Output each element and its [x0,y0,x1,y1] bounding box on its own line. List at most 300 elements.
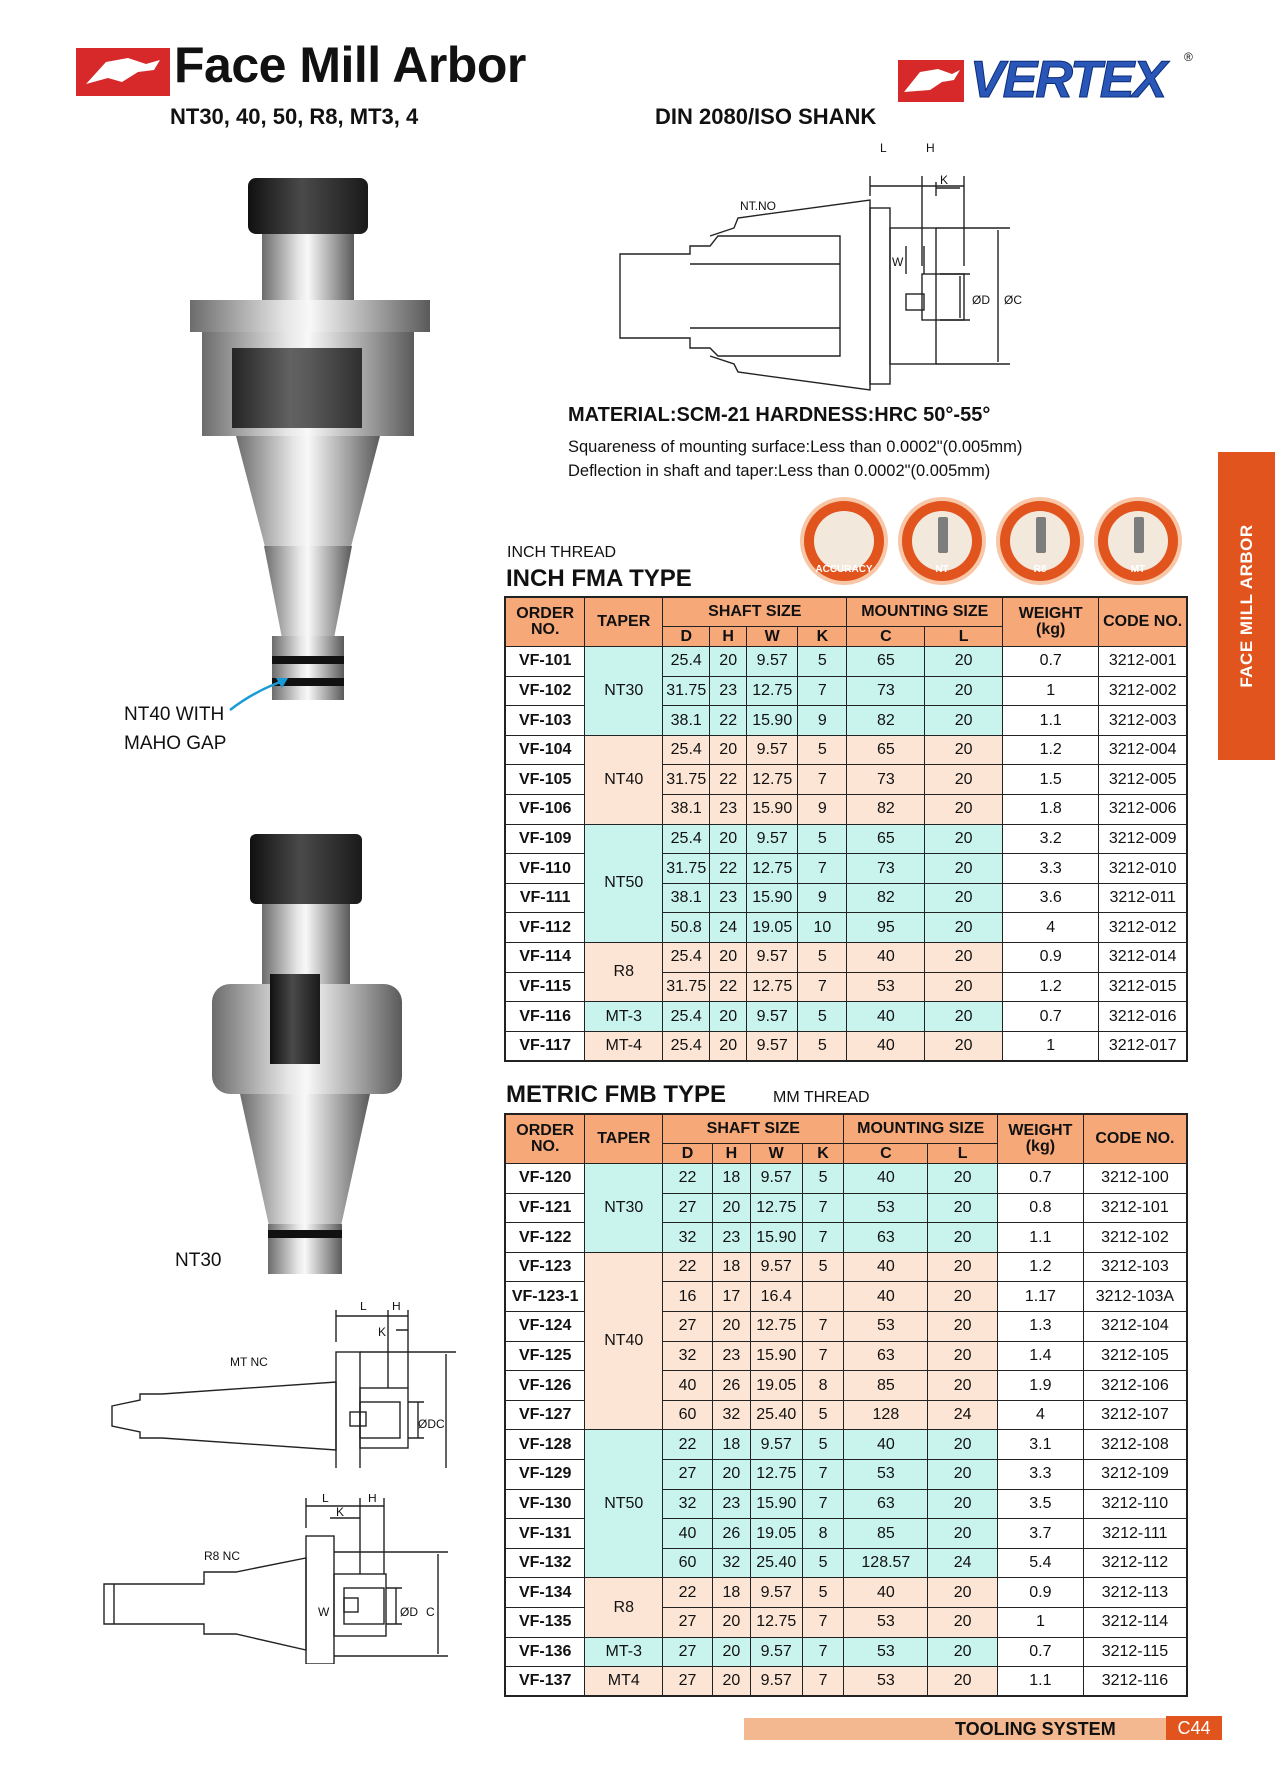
code-no-cell: 3212-009 [1099,824,1187,854]
svg-text:K: K [378,1325,387,1339]
weight-cell: 0.8 [997,1193,1083,1223]
shaft-size-cell: 38.1 [663,706,710,736]
shaft-size-cell: 40 [663,1519,713,1549]
shaft-size-cell: 7 [802,1460,844,1490]
page-number: C44 [1166,1716,1222,1740]
mounting-size-cell: 20 [928,1608,998,1638]
col-c: C [844,1144,928,1164]
shaft-size-cell: 38.1 [663,795,710,825]
shaft-size-cell: 15.90 [747,706,798,736]
order-no-cell: VF-124 [505,1312,585,1342]
col-k: K [798,627,847,647]
svg-text:ØD: ØD [400,1605,418,1619]
weight-cell: 1.3 [997,1312,1083,1342]
code-no-cell: 3212-015 [1099,972,1187,1002]
material-spec: MATERIAL:SCM-21 HARDNESS:HRC 50°-55° [568,404,991,426]
shaft-size-cell: 19.05 [750,1371,802,1401]
mt-badge-icon: MT [1094,497,1182,585]
mounting-size-cell: 40 [844,1282,928,1312]
order-no-cell: VF-117 [505,1031,585,1061]
weight-cell: 0.9 [997,1578,1083,1608]
mounting-size-cell: 20 [928,1341,998,1371]
mounting-size-cell: 82 [847,795,925,825]
col-shaft-size: SHAFT SIZE [663,1114,844,1144]
svg-text:NT.NO: NT.NO [740,199,776,213]
shaft-size-cell: 7 [802,1489,844,1519]
mounting-size-cell: 53 [844,1193,928,1223]
shaft-size-cell: 12.75 [750,1193,802,1223]
weight-cell: 4 [1003,913,1099,943]
inch-section-heading: INCH FMA TYPE [506,565,692,592]
shaft-size-cell: 7 [802,1312,844,1342]
mounting-size-cell: 20 [925,972,1003,1002]
shaft-size-cell: 5 [802,1400,844,1430]
shaft-size-cell: 20 [712,1312,750,1342]
shaft-size-cell: 25.4 [663,1002,710,1032]
code-no-cell: 3212-113 [1083,1578,1187,1608]
mounting-size-cell: 20 [928,1430,998,1460]
col-code-no: CODE NO. [1083,1114,1187,1164]
table-row [505,1578,1187,1608]
shaft-size-cell: 16 [663,1282,713,1312]
shaft-size-cell: 50.8 [663,913,710,943]
accuracy-badge-icon: ACCURACY [800,497,888,585]
order-no-cell: VF-126 [505,1371,585,1401]
shaft-size-cell: 8 [802,1371,844,1401]
shaft-size-cell: 60 [663,1400,713,1430]
order-no-cell: VF-132 [505,1548,585,1578]
shaft-size-cell: 22 [710,765,747,795]
taper-cell: R8 [585,943,663,1002]
svg-text:ØD: ØD [972,293,990,307]
code-no-cell: 3212-105 [1083,1341,1187,1371]
shaft-size-cell: 27 [663,1193,713,1223]
order-no-cell: VF-137 [505,1667,585,1697]
code-no-cell: 3212-103A [1083,1282,1187,1312]
shaft-size-cell: 20 [712,1460,750,1490]
mounting-size-cell: 82 [847,706,925,736]
shaft-size-cell: 20 [712,1667,750,1697]
shaft-size-cell: 7 [802,1637,844,1667]
svg-text:C: C [436,1417,445,1431]
col-taper: TAPER [585,597,663,647]
mounting-size-cell: 63 [844,1489,928,1519]
mounting-size-cell: 128.57 [844,1548,928,1578]
code-no-cell: 3212-115 [1083,1637,1187,1667]
shaft-size-cell: 9.57 [750,1637,802,1667]
weight-cell: 5.4 [997,1548,1083,1578]
nt30-caption: NT30 [175,1250,222,1271]
mounting-size-cell: 20 [925,676,1003,706]
mounting-size-cell: 20 [925,1002,1003,1032]
shaft-size-cell: 22 [663,1430,713,1460]
shaft-size-cell: 22 [663,1578,713,1608]
shaft-size-cell: 26 [712,1519,750,1549]
shaft-size-cell: 7 [802,1341,844,1371]
svg-text:ØC: ØC [1004,293,1022,307]
col-c: C [847,627,925,647]
mounting-size-cell: 128 [844,1400,928,1430]
metric-table-body [505,1164,1187,1697]
shaft-size-cell: 22 [710,972,747,1002]
table-row [505,1002,1187,1032]
order-no-cell: VF-128 [505,1430,585,1460]
mounting-size-cell: 20 [928,1637,998,1667]
shaft-size-cell: 9.57 [750,1252,802,1282]
col-k: K [802,1144,844,1164]
mounting-size-cell: 20 [928,1489,998,1519]
code-no-cell: 3212-102 [1083,1223,1187,1253]
col-mounting-size: MOUNTING SIZE [847,597,1003,627]
mounting-size-cell: 40 [844,1252,928,1282]
col-d: D [663,627,710,647]
weight-cell: 3.5 [997,1489,1083,1519]
svg-text:C: C [426,1605,435,1619]
mounting-size-cell: 20 [928,1223,998,1253]
shaft-size-cell: 27 [663,1637,713,1667]
inch-table-body [505,647,1187,1061]
mounting-size-cell: 65 [847,647,925,677]
shaft-size-cell: 15.90 [750,1341,802,1371]
shaft-size-cell: 20 [710,735,747,765]
code-no-cell: 3212-103 [1083,1252,1187,1282]
shaft-size-cell: 27 [663,1667,713,1697]
weight-cell: 3.3 [1003,854,1099,884]
col-mounting-size: MOUNTING SIZE [844,1114,998,1144]
mounting-size-cell: 20 [928,1193,998,1223]
mounting-size-cell: 40 [844,1578,928,1608]
code-no-cell: 3212-114 [1083,1608,1187,1638]
svg-text:L: L [322,1494,329,1505]
shaft-size-cell: 5 [802,1252,844,1282]
code-no-cell: 3212-112 [1083,1548,1187,1578]
shaft-size-cell: 12.75 [750,1460,802,1490]
shaft-size-cell: 20 [710,943,747,973]
col-weight: WEIGHT (kg) [997,1114,1083,1164]
brand-eagle-icon [898,60,964,102]
weight-cell: 1.2 [1003,735,1099,765]
shaft-size-cell: 23 [712,1341,750,1371]
order-no-cell: VF-123-1 [505,1282,585,1312]
shaft-size-cell: 10 [798,913,847,943]
weight-cell: 0.7 [1003,647,1099,677]
shaft-size-cell: 18 [712,1430,750,1460]
shaft-size-cell: 20 [710,647,747,677]
taper-cell: NT40 [585,735,663,824]
footer-label: TOOLING SYSTEM [955,1719,1116,1739]
code-no-cell: 3212-001 [1099,647,1187,677]
nt40-caption-line1: NT40 WITH [124,704,225,725]
weight-cell: 3.1 [997,1430,1083,1460]
side-tab-label: FACE MILL ARBOR [1236,524,1256,688]
squareness-note: Squareness of mounting surface:Less than 0.0002"(0.005mm) [568,438,1023,456]
mounting-size-cell: 40 [847,943,925,973]
col-shaft-size: SHAFT SIZE [663,597,847,627]
taper-cell: NT30 [585,1164,663,1253]
order-no-cell: VF-121 [505,1193,585,1223]
shaft-size-cell: 12.75 [747,854,798,884]
shaft-size-cell: 38.1 [663,883,710,913]
svg-text:L: L [360,1302,367,1313]
shaft-size-cell: 12.75 [750,1608,802,1638]
code-no-cell: 3212-111 [1083,1519,1187,1549]
shaft-size-cell: 5 [802,1548,844,1578]
page-subtitle: NT30, 40, 50, R8, MT3, 4 [170,104,419,129]
shaft-size-cell: 17 [712,1282,750,1312]
svg-text:H: H [926,141,935,155]
mounting-size-cell: 20 [925,824,1003,854]
shaft-size-cell: 5 [802,1430,844,1460]
mounting-size-cell: 20 [928,1460,998,1490]
shaft-size-cell: 25.40 [750,1400,802,1430]
mounting-size-cell: 20 [925,883,1003,913]
shaft-size-cell: 40 [663,1371,713,1401]
col-l: L [928,1144,998,1164]
mounting-size-cell: 20 [925,795,1003,825]
col-h: H [710,627,747,647]
order-no-cell: VF-122 [505,1223,585,1253]
mounting-size-cell: 20 [925,913,1003,943]
page-title: Face Mill Arbor [174,37,526,93]
code-no-cell: 3212-104 [1083,1312,1187,1342]
shaft-size-cell: 15.90 [750,1489,802,1519]
mounting-size-cell: 20 [928,1371,998,1401]
mounting-size-cell: 24 [928,1400,998,1430]
shaft-size-cell: 15.90 [750,1223,802,1253]
shaft-size-cell: 23 [710,883,747,913]
mounting-size-cell: 40 [847,1002,925,1032]
code-no-cell: 3212-108 [1083,1430,1187,1460]
weight-cell: 1.5 [1003,765,1099,795]
nt30-arbor-photo [210,834,410,1284]
svg-text:MT NC: MT NC [230,1355,268,1369]
taper-cell: MT-3 [585,1002,663,1032]
mounting-size-cell: 40 [844,1164,928,1194]
mounting-size-cell: 53 [844,1637,928,1667]
shaft-size-cell: 19.05 [750,1519,802,1549]
weight-cell: 1.17 [997,1282,1083,1312]
shaft-size-cell: 5 [802,1164,844,1194]
weight-cell: 1.2 [1003,972,1099,1002]
brand-logo: VERTEX [970,51,1166,109]
shaft-size-cell: 9 [798,795,847,825]
mounting-size-cell: 95 [847,913,925,943]
mounting-size-cell: 65 [847,735,925,765]
code-no-cell: 3212-106 [1083,1371,1187,1401]
shaft-size-cell: 26 [712,1371,750,1401]
shaft-size-cell: 20 [712,1637,750,1667]
shaft-size-cell: 22 [710,854,747,884]
shaft-size-cell: 18 [712,1578,750,1608]
svg-text:K: K [336,1505,345,1519]
shaft-size-cell: 9.57 [750,1430,802,1460]
code-no-cell: 3212-107 [1083,1400,1187,1430]
table-row [505,1031,1187,1061]
col-order-no: ORDER NO. [505,597,585,647]
mounting-size-cell: 20 [925,647,1003,677]
weight-cell: 3.2 [1003,824,1099,854]
code-no-cell: 3212-010 [1099,854,1187,884]
mounting-size-cell: 24 [928,1548,998,1578]
shaft-size-cell: 25.4 [663,647,710,677]
shaft-size-cell: 9.57 [747,1031,798,1061]
weight-cell: 1.1 [1003,706,1099,736]
svg-text:L: L [880,141,887,155]
shaft-size-cell: 31.75 [663,765,710,795]
table-row [505,1637,1187,1667]
taper-cell: MT-4 [585,1031,663,1061]
shaft-size-cell: 32 [712,1548,750,1578]
shaft-size-cell: 31.75 [663,676,710,706]
mounting-size-cell: 73 [847,676,925,706]
shaft-size-cell: 12.75 [747,972,798,1002]
inch-fma-table [504,596,1188,1062]
mounting-size-cell: 20 [928,1578,998,1608]
order-no-cell: VF-120 [505,1164,585,1194]
weight-cell: 1 [1003,676,1099,706]
shaft-size-cell: 12.75 [747,765,798,795]
weight-cell: 4 [997,1400,1083,1430]
shaft-size-cell: 5 [798,735,847,765]
pointer-arrow-icon [226,670,296,714]
shaft-size-cell: 7 [798,676,847,706]
shaft-size-cell: 7 [802,1608,844,1638]
mounting-size-cell: 82 [847,883,925,913]
order-no-cell: VF-114 [505,943,585,973]
code-no-cell: 3212-016 [1099,1002,1187,1032]
weight-cell: 1 [997,1608,1083,1638]
nt-badge-icon: NT [898,497,986,585]
order-no-cell: VF-127 [505,1400,585,1430]
weight-cell: 0.9 [1003,943,1099,973]
shaft-size-cell: 27 [663,1460,713,1490]
shaft-size-cell: 5 [798,943,847,973]
taper-cell: NT30 [585,647,663,736]
col-w: W [747,627,798,647]
nt40-arbor-photo [190,178,440,748]
shaft-size-cell: 23 [710,676,747,706]
col-weight: WEIGHT (kg) [1003,597,1099,647]
shaft-size-cell: 32 [663,1489,713,1519]
mounting-size-cell: 85 [844,1519,928,1549]
code-no-cell: 3212-011 [1099,883,1187,913]
weight-cell: 1.2 [997,1252,1083,1282]
order-no-cell: VF-135 [505,1608,585,1638]
order-no-cell: VF-104 [505,735,585,765]
nt40-caption [124,700,226,758]
shaft-size-cell: 7 [798,972,847,1002]
shaft-size-cell: 25.4 [663,1031,710,1061]
shaft-size-cell: 32 [663,1341,713,1371]
shaft-size-cell: 25.4 [663,735,710,765]
mounting-size-cell: 40 [847,1031,925,1061]
shaft-size-cell: 15.90 [747,795,798,825]
deflection-note: Deflection in shaft and taper:Less than 0.0002"(0.005mm) [568,462,991,480]
order-no-cell: VF-131 [505,1519,585,1549]
code-no-cell: 3212-017 [1099,1031,1187,1061]
shaft-size-cell: 23 [712,1489,750,1519]
shaft-size-cell: 60 [663,1548,713,1578]
mounting-size-cell: 20 [925,765,1003,795]
order-no-cell: VF-103 [505,706,585,736]
taper-cell: NT40 [585,1252,663,1430]
shank-standard: DIN 2080/ISO SHANK [655,104,877,129]
shaft-size-cell: 9.57 [747,735,798,765]
mounting-size-cell: 63 [844,1223,928,1253]
shaft-size-cell: 20 [712,1608,750,1638]
order-no-cell: VF-116 [505,1002,585,1032]
mounting-size-cell: 53 [844,1312,928,1342]
mounting-size-cell: 20 [925,1031,1003,1061]
shaft-size-cell: 5 [802,1578,844,1608]
weight-cell: 1.1 [997,1223,1083,1253]
col-l: L [925,627,1003,647]
shaft-size-cell: 9.57 [750,1164,802,1194]
order-no-cell: VF-130 [505,1489,585,1519]
shaft-size-cell: 31.75 [663,972,710,1002]
shaft-size-cell: 5 [798,1002,847,1032]
shaft-size-cell: 27 [663,1312,713,1342]
mounting-size-cell: 20 [928,1667,998,1697]
shaft-size-cell: 23 [712,1223,750,1253]
weight-cell: 1.9 [997,1371,1083,1401]
table-row [505,943,1187,973]
metric-fmb-table [504,1113,1188,1697]
taper-cell: NT50 [585,824,663,942]
order-no-cell: VF-101 [505,647,585,677]
shaft-size-cell: 16.4 [750,1282,802,1312]
code-no-cell: 3212-116 [1083,1667,1187,1697]
order-no-cell: VF-102 [505,676,585,706]
mounting-size-cell: 53 [844,1460,928,1490]
mounting-size-cell: 20 [928,1164,998,1194]
col-code-no: CODE NO. [1099,597,1187,647]
shaft-size-cell: 12.75 [747,676,798,706]
code-no-cell: 3212-005 [1099,765,1187,795]
shaft-size-cell: 20 [712,1193,750,1223]
mounting-size-cell: 53 [844,1608,928,1638]
section-side-tab [1218,452,1275,760]
shaft-size-cell: 25.4 [663,943,710,973]
shaft-size-cell: 19.05 [747,913,798,943]
weight-cell: 3.3 [997,1460,1083,1490]
code-no-cell: 3212-101 [1083,1193,1187,1223]
nt40-caption-line2: MAHO GAP [124,733,227,754]
code-no-cell: 3212-100 [1083,1164,1187,1194]
table-row [505,647,1187,677]
svg-text:W: W [892,255,904,269]
shaft-size-cell: 7 [802,1667,844,1697]
weight-cell: 0.7 [997,1637,1083,1667]
weight-cell: 3.7 [997,1519,1083,1549]
mounting-size-cell: 20 [928,1282,998,1312]
svg-text:H: H [392,1302,401,1313]
shaft-size-cell: 20 [710,1031,747,1061]
shaft-size-cell: 9.57 [750,1667,802,1697]
shaft-size-cell: 18 [712,1164,750,1194]
order-no-cell: VF-106 [505,795,585,825]
weight-cell: 3.6 [1003,883,1099,913]
shaft-size-cell: 27 [663,1608,713,1638]
shaft-size-cell: 12.75 [750,1312,802,1342]
order-no-cell: VF-123 [505,1252,585,1282]
weight-cell: 1 [1003,1031,1099,1061]
weight-cell: 1.8 [1003,795,1099,825]
order-no-cell: VF-134 [505,1578,585,1608]
order-no-cell: VF-129 [505,1460,585,1490]
taper-cell: MT-3 [585,1637,663,1667]
mounting-size-cell: 20 [928,1312,998,1342]
